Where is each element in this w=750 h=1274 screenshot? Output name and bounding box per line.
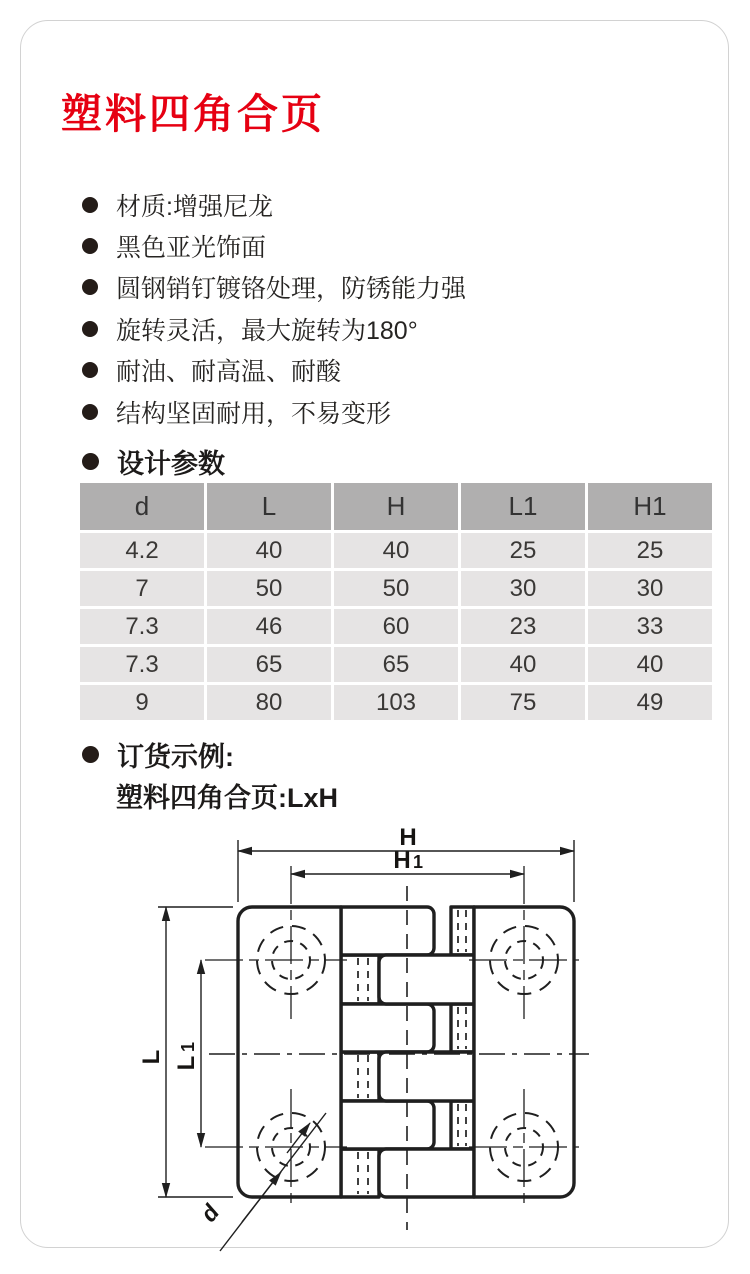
feature-text: 旋转灵活，最大旋转为180° [116, 316, 418, 345]
cell: 49 [588, 685, 712, 720]
hinge-technical-drawing [121, 814, 641, 1274]
cell: 60 [334, 609, 458, 644]
dim-label-d: d [195, 1199, 225, 1227]
cell: 65 [334, 647, 458, 682]
cell: 7.3 [80, 609, 204, 644]
table-row [80, 647, 712, 682]
section-heading-design-params [82, 442, 225, 481]
cell: 25 [461, 533, 585, 568]
cell: 9 [80, 685, 204, 720]
order-example-text: 塑料四角合页:LxH [116, 783, 338, 813]
table-header-row [80, 483, 712, 530]
column-header: L1 [461, 483, 585, 530]
cell: 65 [207, 647, 331, 682]
cell: 33 [588, 609, 712, 644]
bullet-icon [82, 746, 99, 763]
cell: 4.2 [80, 533, 204, 568]
cell: 50 [207, 571, 331, 606]
list-item [82, 225, 466, 266]
dim-label-L: L [138, 1049, 165, 1065]
section-heading-text: 订货示例: [117, 742, 234, 772]
product-card [20, 20, 729, 1248]
cell: 25 [588, 533, 712, 568]
cell: 75 [461, 685, 585, 720]
cell: 40 [207, 533, 331, 568]
column-header: H1 [588, 483, 712, 530]
feature-text: 黑色亚光饰面 [116, 234, 267, 263]
cell: 30 [588, 571, 712, 606]
design-params-table [77, 480, 715, 723]
section-heading-order-example [82, 735, 234, 774]
cell: 7.3 [80, 647, 204, 682]
bullet-icon [82, 238, 98, 254]
feature-text: 耐油、耐高温、耐酸 [116, 358, 342, 387]
cell: 40 [334, 533, 458, 568]
list-item [82, 184, 466, 225]
feature-text: 结构坚固耐用，不易变形 [116, 399, 392, 428]
bullet-icon [82, 453, 99, 470]
table-row [80, 533, 712, 568]
dim-label-L1: L [173, 1055, 200, 1071]
feature-list [82, 184, 466, 432]
column-header: H [334, 483, 458, 530]
column-header: L [207, 483, 331, 530]
bullet-icon [82, 197, 98, 213]
cell: 23 [461, 609, 585, 644]
table-row [80, 685, 712, 720]
feature-text: 圆钢销钉镀铬处理，防锈能力强 [116, 275, 467, 304]
cell: 30 [461, 571, 585, 606]
list-item [82, 350, 466, 391]
section-heading-text: 设计参数 [117, 449, 225, 479]
table-row [80, 609, 712, 644]
dim-label-H1-sub: 1 [413, 852, 424, 872]
bullet-icon [82, 362, 98, 378]
bullet-icon [82, 321, 98, 337]
cell: 40 [461, 647, 585, 682]
list-item [82, 267, 466, 308]
list-item [82, 391, 466, 432]
feature-text: 材质:增强尼龙 [116, 192, 273, 221]
cell: 46 [207, 609, 331, 644]
dim-label-H: H [399, 824, 417, 851]
cell: 7 [80, 571, 204, 606]
bullet-icon [82, 279, 98, 295]
dim-label-H1: H [393, 847, 411, 874]
dim-label-L1-sub: 1 [178, 1041, 198, 1052]
list-item [82, 308, 466, 349]
bullet-icon [82, 404, 98, 420]
page-title: 塑料四角合页 [61, 91, 325, 137]
column-header: d [80, 483, 204, 530]
cell: 80 [207, 685, 331, 720]
table-row [80, 571, 712, 606]
cell: 50 [334, 571, 458, 606]
cell: 103 [334, 685, 458, 720]
cell: 40 [588, 647, 712, 682]
